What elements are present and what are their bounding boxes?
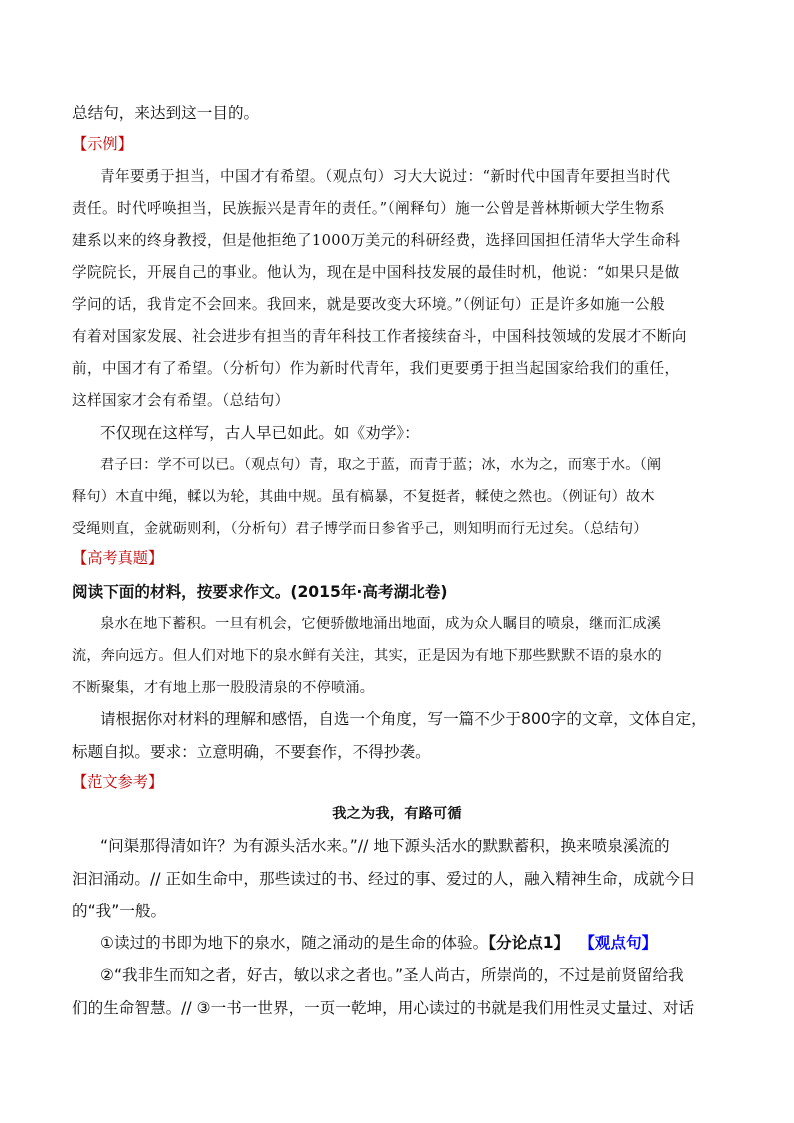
text-line: 受绳则直，金就砺则利，（分析句）君子博学而日参省乎己，则知明而行无过矣。（总结句） — [72, 521, 648, 537]
viewpoint-tag: 【观点句】 — [579, 934, 658, 952]
text-line — [100, 931, 657, 953]
text-line: 释句）木直中绳，輮以为轮，其曲中规。虽有槁暴，不复挺者，輮使之然也。（例证句）故木 — [72, 489, 655, 505]
text-line: 责任。时代呼唤担当，民族振兴是青年的责任。”（阐释句）施一公曾是普林斯顿大学生物系 — [72, 200, 666, 217]
text-line: 学问的话，我肯定不会回来。我回来，就是要改变大环境。”（例证句）正是许多如施一公般 — [72, 296, 666, 313]
text-line: 前，中国才有了希望。（分析句）作为新时代青年，我们更要勇于担当起国家给我们的重任， — [72, 360, 680, 377]
text-line: 的“我”一般。 — [72, 902, 167, 920]
text-line: 有着对国家发展、社会进步有担当的青年科技工作者接续奋斗，中国科技领域的发展才不断向 — [72, 328, 687, 345]
exam-prompt: 阅读下面的材料，按要求作文。(2015年·高考湖北卷) — [72, 583, 448, 601]
text-line: 标题自拟。要求：立意明确，不要套作，不得抄袭。 — [72, 743, 431, 761]
text-line: 请根据你对材料的理解和感悟，自选一个角度，写一篇不少于800字的文章，文体自定， — [100, 710, 707, 728]
text-line: ②“我非生而知之者，好古，敏以求之者也。”圣人尚古，所崇尚的，不过是前贤留给我 — [100, 966, 684, 984]
text-line: 泉水在地下蓄积。一旦有机会，它便骄傲地涌出地面，成为众人瞩目的喷泉，继而汇成溪 — [100, 616, 662, 632]
section-heading-exam: 【高考真题】 — [72, 549, 164, 567]
text-line: 们的生命智慧。// ③一书一世界，一页一乾坤，用心读过的书就是我们用性灵丈量过、对话 — [72, 999, 695, 1017]
text-line: 总结句，来达到这一目的。 — [72, 104, 260, 122]
sub-argument-tag: 【分论点1】 — [488, 934, 570, 952]
section-heading-example: 【示例】 — [72, 135, 133, 153]
text-line: 君子曰：学不可以已。（观点句）青，取之于蓝，而青于蓝；冰，水为之，而寒于水。（阐 — [100, 457, 662, 473]
text-line: 建系以来的终身教授，但是他拒绝了1000万美元的科研经费，选择回国担任清华大学生命科 — [72, 232, 681, 249]
section-heading-model: 【范文参考】 — [72, 773, 164, 791]
text-line: 这样国家才会有希望。（总结句） — [72, 392, 290, 409]
text-line: 不仅现在这样写，古人早已如此。如《劝学》： — [100, 424, 420, 442]
text-line: 学院院长，开展自己的事业。他认为，现在是中国科技发展的最佳时机，他说：“如果只是做 — [72, 264, 680, 281]
text-line: “问渠那得清如许？为有源头活水来。”// 地下源头活水的默默蓄积，换来喷泉溪流的 — [100, 837, 670, 855]
text-line: 流，奔向远方。但人们对地下的泉水鲜有关注，其实，正是因为有地下那些默默不语的泉水的 — [72, 648, 662, 664]
text-line: 汩汩涌动。// 正如生命中，那些读过的书、经过的事、爱过的人，融入精神生命，成就今日 — [72, 870, 696, 888]
essay-title: 我之为我，有路可循 — [332, 806, 462, 822]
text-line: 不断聚集，才有地上那一股股清泉的不停喷涌。 — [72, 680, 375, 696]
essay-point-text: ①读过的书即为地下的泉水，随之涌动的是生命的体验。 — [100, 934, 489, 952]
text-line: 青年要勇于担当，中国才有希望。（观点句）习大大说过：“新时代中国青年要担当时代 — [100, 168, 671, 185]
